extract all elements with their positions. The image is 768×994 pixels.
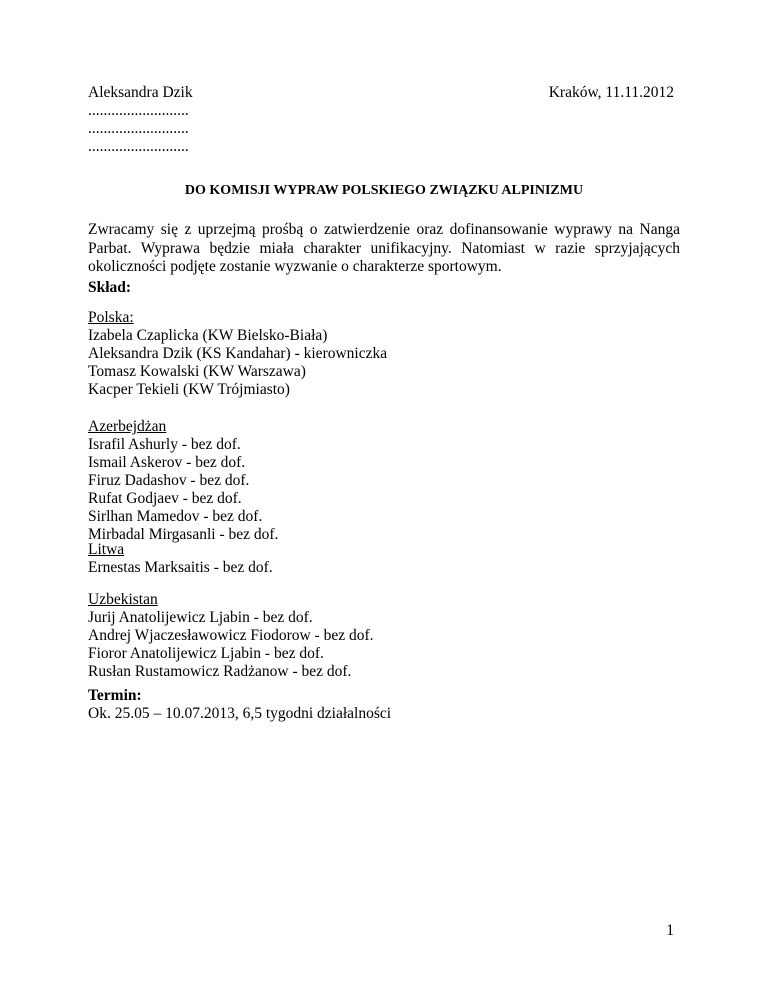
team-member: Israfil Ashurly - bez dof. [88,436,241,453]
team-member: Andrej Wjaczesławowicz Fiodorow - bez dof. [88,627,374,644]
team-member: Kacper Tekieli (KW Trójmiasto) [88,381,290,398]
team-member: Firuz Dadashov - bez dof. [88,472,250,489]
team-member: Rufat Godjaev - bez dof. [88,490,242,507]
country-heading: Litwa [88,541,125,558]
composition-label: Skład: [88,279,132,296]
team-group-azerbaijan [88,418,278,544]
team-member: Jurij Anatolijewicz Ljabin - bez dof. [88,609,313,626]
country-heading: Polska: [88,309,134,326]
page-number: 1 [666,922,674,939]
sender-address-line: .......................... [88,120,189,137]
team-group-lithuania [88,541,273,577]
term-value: Ok. 25.05 – 10.07.2013, 6,5 tygodni działalności [88,705,392,722]
team-member: Ernestas Marksaitis - bez dof. [88,559,273,576]
team-member: Tomasz Kowalski (KW Warszawa) [88,363,306,380]
sender-address-line: .......................... [88,138,189,155]
sender-name: Aleksandra Dzik [88,84,193,101]
country-heading: Uzbekistan [88,591,158,608]
sender-block [88,84,193,156]
team-member: Aleksandra Dzik (KS Kandahar) - kierowniczka [88,345,388,362]
place-and-date: Kraków, 11.11.2012 [548,84,674,101]
team-group-uzbekistan [88,591,374,681]
intro-paragraph: Zwracamy się z uprzejmą prośbą o zatwierdzenie oraz dofinansowanie wyprawy na Nanga Parbat. Wyprawa będzie miała charakter unifikacyjny. Natomiast w razie sprzyjających okoliczności podjęte zostanie wyzwanie o charakterze sportowym. [88,221,680,275]
team-member: Mirbadal Mirgasanli - bez dof. [88,526,279,543]
team-member: Rusłan Rustamowicz Radżanow - bez dof. [88,663,352,680]
sender-address-line: .......................... [88,102,189,119]
country-heading: Azerbejdżan [88,418,167,435]
term-label: Termin: [88,687,142,704]
team-member: Sirlhan Mamedov - bez dof. [88,508,263,525]
team-group-poland [88,309,387,399]
team-member: Fioror Anatolijewicz Ljabin - bez dof. [88,645,324,662]
team-member: Izabela Czaplicka (KW Bielsko-Biała) [88,327,328,344]
team-member: Ismail Askerov - bez dof. [88,454,246,471]
document-title: DO KOMISJI WYPRAW POLSKIEGO ZWIĄZKU ALPINIZMU [184,183,584,198]
